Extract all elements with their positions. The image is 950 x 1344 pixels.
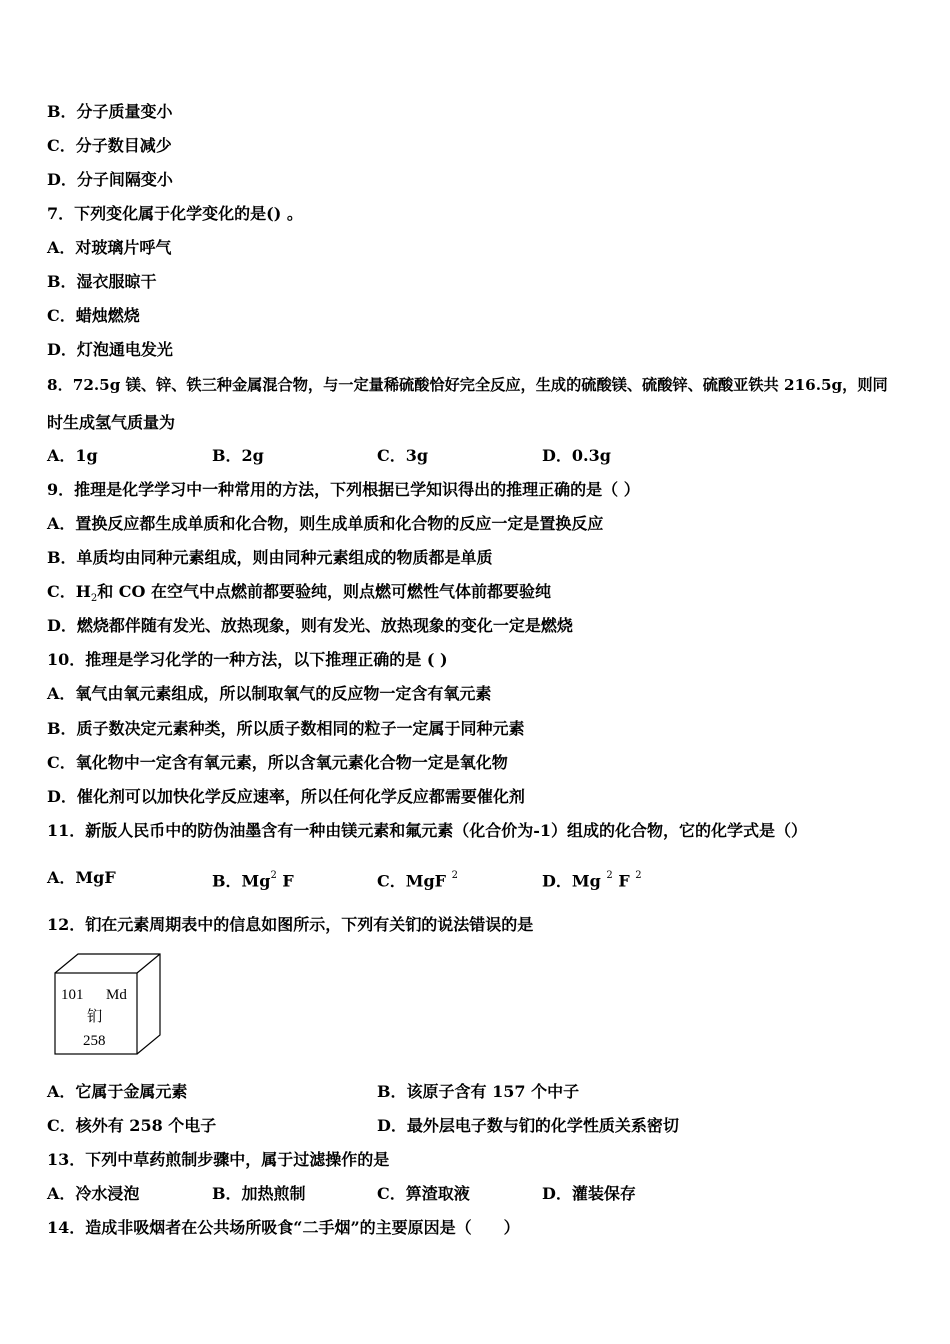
q11-option-d (542, 868, 642, 891)
q10-option-b: B．质子数决定元素种类，所以质子数相同的粒子一定属于同种元素 (47, 719, 525, 738)
element-atomic-number: 101 (61, 987, 84, 1003)
q13-option-d: D．灌装保存 (542, 1184, 636, 1203)
q11-option-c-sup: 2 (451, 870, 458, 881)
q12-stem: 12．钔在元素周期表中的信息如图所示，下列有关钔的说法错误的是 (47, 915, 534, 934)
q7-option-d: D．灯泡通电发光 (47, 340, 173, 359)
q8-stem-line1: 8．72.5g 镁、锌、铁三种金属混合物，与一定量稀硫酸恰好完全反应，生成的硫酸镁、硫酸锌、硫酸亚铁共 216.5g，则同 (47, 376, 888, 394)
q7-option-b: B．湿衣服晾干 (47, 272, 157, 291)
q9-option-c-pre: C．H (47, 582, 91, 601)
element-cell-figure (54, 953, 162, 1056)
element-mass: 258 (83, 1033, 106, 1049)
q6-option-c: C．分子数目减少 (47, 136, 172, 155)
q13-option-c: C．箅渣取液 (377, 1184, 470, 1203)
q13-option-a: A．冷水浸泡 (47, 1184, 140, 1203)
q11-option-b-sup: 2 (270, 870, 277, 881)
q12-option-d: D．最外层电子数与钔的化学性质关系密切 (377, 1116, 679, 1135)
q13-option-b: B．加热煎制 (212, 1184, 306, 1203)
element-cell-box-icon (54, 953, 162, 1056)
q9-option-d: D．燃烧都伴随有发光、放热现象，则有发光、放热现象的变化一定是燃烧 (47, 616, 573, 635)
q10-option-d: D．催化剂可以加快化学反应速率，所以任何化学反应都需要催化剂 (47, 787, 525, 806)
q10-stem: 10．推理是学习化学的一种方法，以下推理正确的是 ( ) (47, 650, 448, 669)
q11-option-d-pre: D．Mg (542, 871, 601, 891)
q9-stem: 9．推理是化学学习中一种常用的方法，下列根据已学知识得出的推理正确的是（ ） (47, 480, 640, 499)
q8-stem-line2: 时生成氢气质量为 (47, 413, 176, 432)
q11-option-d-mid: F (618, 871, 630, 891)
q12-option-a: A．它属于金属元素 (47, 1082, 188, 1101)
q7-option-c: C．蜡烛燃烧 (47, 306, 140, 325)
q10-option-c: C．氧化物中一定含有氧元素，所以含氧元素化合物一定是氧化物 (47, 753, 508, 772)
q12-option-b: B．该原子含有 157 个中子 (377, 1082, 580, 1101)
q12-option-c: C．核外有 258 个电子 (47, 1116, 217, 1135)
element-name: 钔 (87, 1009, 103, 1025)
q11-option-d-sup2: 2 (635, 870, 642, 881)
q10-option-a: A．氧气由氧元素组成，所以制取氧气的反应物一定含有氧元素 (47, 684, 492, 703)
q6-option-d: D．分子间隔变小 (47, 170, 173, 189)
q11-option-a: A．MgF (47, 868, 116, 887)
q9-option-b: B．单质均由同种元素组成，则由同种元素组成的物质都是单质 (47, 548, 493, 567)
q8-option-b: B．2g (212, 446, 264, 465)
q7-option-a: A．对玻璃片呼气 (47, 238, 172, 257)
q9-option-a: A．置换反应都生成单质和化合物，则生成单质和化合物的反应一定是置换反应 (47, 514, 604, 533)
q9-option-c-sub: 2 (90, 593, 98, 605)
q11-option-c-pre: C．MgF (377, 871, 446, 891)
q7-stem: 7．下列变化属于化学变化的是() 。 (47, 204, 303, 223)
q8-option-d: D．0.3g (542, 446, 611, 465)
q11-stem: 11．新版人民币中的防伪油墨含有一种由镁元素和氟元素（化合价为-1）组成的化合物，它的化学式是（） (47, 821, 808, 840)
q9-option-c-post: 和 CO 在空气中点燃前都要验纯，则点燃可燃性气体前都要验纯 (97, 582, 552, 601)
q6-option-b: B．分子质量变小 (47, 102, 173, 121)
q14-stem: 14．造成非吸烟者在公共场所吸食“二手烟”的主要原因是（ ） (47, 1218, 520, 1237)
q11-option-c (377, 868, 458, 891)
q8-option-a: A．1g (47, 446, 98, 465)
q9-option-c (47, 582, 551, 609)
q11-option-b-pre: B．Mg (212, 871, 271, 891)
q13-stem: 13．下列中草药煎制步骤中，属于过滤操作的是 (47, 1150, 390, 1169)
q8-option-c: C．3g (377, 446, 429, 465)
q11-option-b (212, 868, 294, 891)
q11-option-d-sup1: 2 (606, 870, 613, 881)
q11-option-b-post: F (282, 871, 294, 891)
element-symbol: Md (106, 987, 127, 1003)
